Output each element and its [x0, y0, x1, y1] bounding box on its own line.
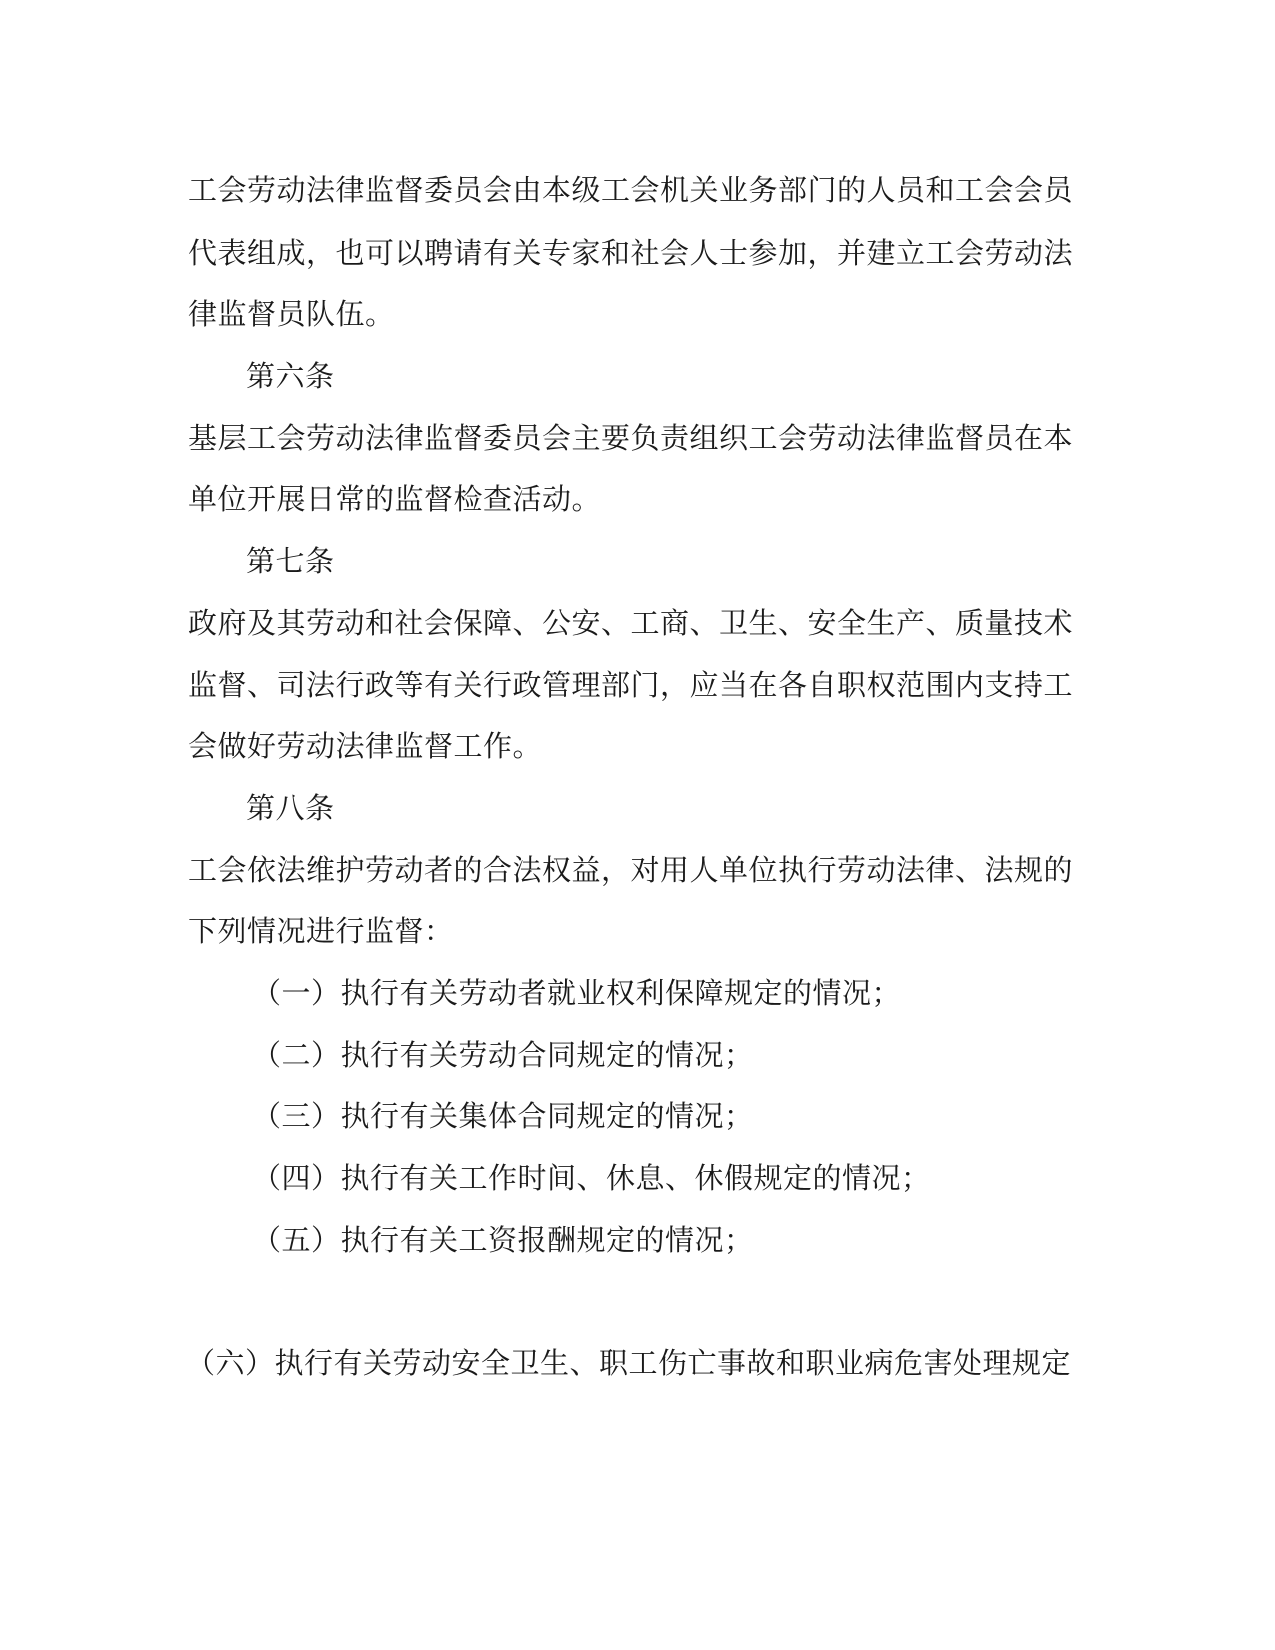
body-text-line: 工会依法维护劳动者的合法权益，对用人单位执行劳动法律、法规的: [188, 853, 1074, 887]
body-text-line: 政府及其劳动和社会保障、公安、工商、卫生、安全生产、质量技术: [188, 606, 1074, 640]
body-text-line: 监督、司法行政等有关行政管理部门，应当在各自职权范围内支持工: [188, 668, 1074, 702]
list-item: （五）执行有关工资报酬规定的情况；: [252, 1223, 754, 1257]
body-text-line: 会做好劳动法律监督工作。: [188, 729, 543, 763]
article-heading: 第七条: [246, 544, 335, 578]
article-heading: 第六条: [246, 359, 335, 393]
body-text-line: 工会劳动法律监督委员会由本级工会机关业务部门的人员和工会会员: [188, 173, 1074, 207]
body-text-line: 律监督员队伍。: [188, 297, 395, 331]
body-text-line: 代表组成，也可以聘请有关专家和社会人士参加，并建立工会劳动法: [188, 236, 1074, 270]
list-item: （三）执行有关集体合同规定的情况；: [252, 1099, 754, 1133]
list-item: （一）执行有关劳动者就业权利保障规定的情况；: [252, 976, 902, 1010]
article-heading: 第八条: [246, 791, 335, 825]
body-text-line: 单位开展日常的监督检查活动。: [188, 482, 602, 516]
list-item: （六）执行有关劳动安全卫生、职工伤亡事故和职业病危害处理规定: [186, 1346, 1072, 1380]
list-item: （四）执行有关工作时间、休息、休假规定的情况；: [252, 1161, 931, 1195]
list-item: （二）执行有关劳动合同规定的情况；: [252, 1038, 754, 1072]
body-text-line: 下列情况进行监督：: [188, 914, 454, 948]
body-text-line: 基层工会劳动法律监督委员会主要负责组织工会劳动法律监督员在本: [188, 421, 1074, 455]
